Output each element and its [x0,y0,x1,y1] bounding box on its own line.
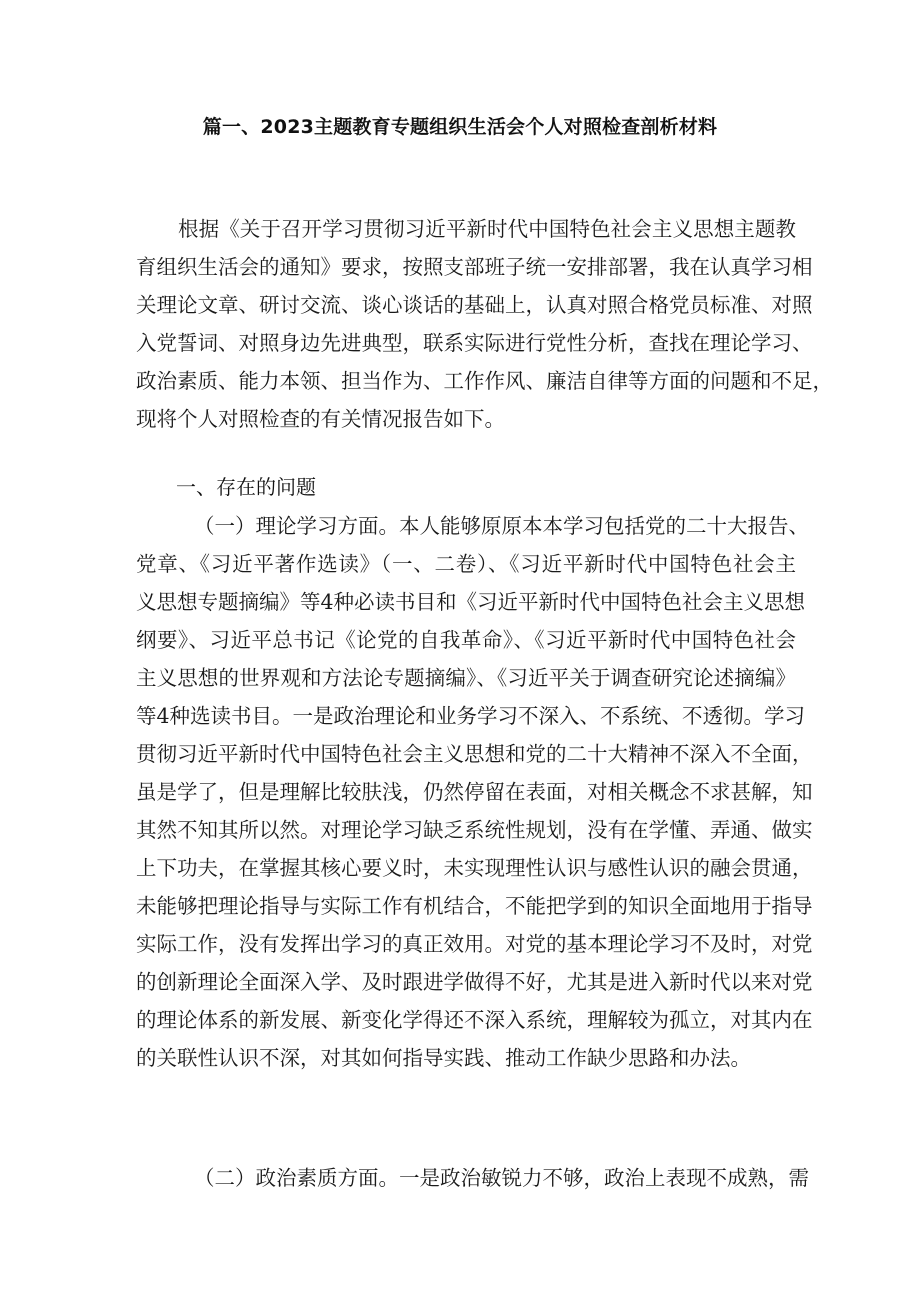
paragraph-line: 其然不知其所以然。对理论学习缺乏系统性规划，没有在学懂、弄通、做实 [136,818,813,842]
paragraph-line: 现将个人对照检查的有关情况报告如下。 [136,407,505,431]
theory-study-paragraph [136,507,813,1077]
document-title: 篇一、2023主题教育专题组织生活会个人对照检查剖析材料 [202,116,718,138]
paragraph-line: （二）政治素质方面。一是政治敏锐力不够，政治上表现不成熟，需 [194,1166,809,1190]
paragraph-line: 虽是学了，但是理解比较肤浅，仍然停留在表面，对相关概念不求甚解，知 [136,780,813,804]
paragraph-line: 等4种选读书目。一是政治理论和业务学习不深入、不系统、不透彻。学习 [136,704,806,728]
paragraph-line: 育组织生活会的通知》要求，按照支部班子统一安排部署，我在认真学习相 [136,255,813,279]
paragraph-line: 未能够把理论指导与实际工作有机结合，不能把学到的知识全面地用于指导 [136,894,813,918]
paragraph-line: 的关联性认识不深，对其如何指导实践、推动工作缺少思路和办法。 [136,1046,751,1070]
paragraph-line: 的理论体系的新发展、新变化学得还不深入系统，理解较为孤立，对其内在 [136,1008,813,1032]
political-quality-paragraph [136,1159,809,1197]
paragraph-line: 的创新理论全面深入学、及时跟进学做得不好，尤其是进入新时代以来对党 [136,970,813,994]
paragraph-line: 入党誓词、对照身边先进典型，联系实际进行党性分析，查找在理论学习、 [136,331,813,355]
paragraph-line: 根据《关于召开学习贯彻习近平新时代中国特色社会主义思想主题教 [178,217,796,241]
paragraph-line: 主义思想的世界观和方法论专题摘编》、《习近平关于调查研究论述摘编》 [136,666,796,690]
paragraph-line: 政治素质、能力本领、担当作为、工作作风、廉洁自律等方面的问题和不足， [136,369,833,393]
paragraph-line: 实际工作，没有发挥出学习的真正效用。对党的基本理论学习不及时，对党 [136,932,813,956]
paragraph-line: （一）理论学习方面。本人能够原原本本学习包括党的二十大报告、 [194,514,809,538]
paragraph-line: 贯彻习近平新时代中国特色社会主义思想和党的二十大精神不深入不全面， [136,742,813,766]
paragraph-line: 关理论文章、研讨交流、谈心谈话的基础上，认真对照合格党员标准、对照 [136,293,813,317]
intro-paragraph [136,210,833,438]
paragraph-line: 上下功夫，在掌握其核心要义时，未实现理性认识与感性认识的融会贯通， [136,856,813,880]
paragraph-line: 党章、《习近平著作选读》（一、二卷）、《习近平新时代中国特色社会主 [136,552,796,576]
paragraph-line: 义思想专题摘编》等4种必读书目和《习近平新时代中国特色社会主义思想 [136,590,806,614]
section-heading: 一、存在的问题 [176,475,316,499]
paragraph-line: 纲要》、习近平总书记《论党的自我革命》、《习近平新时代中国特色社会 [136,628,796,652]
